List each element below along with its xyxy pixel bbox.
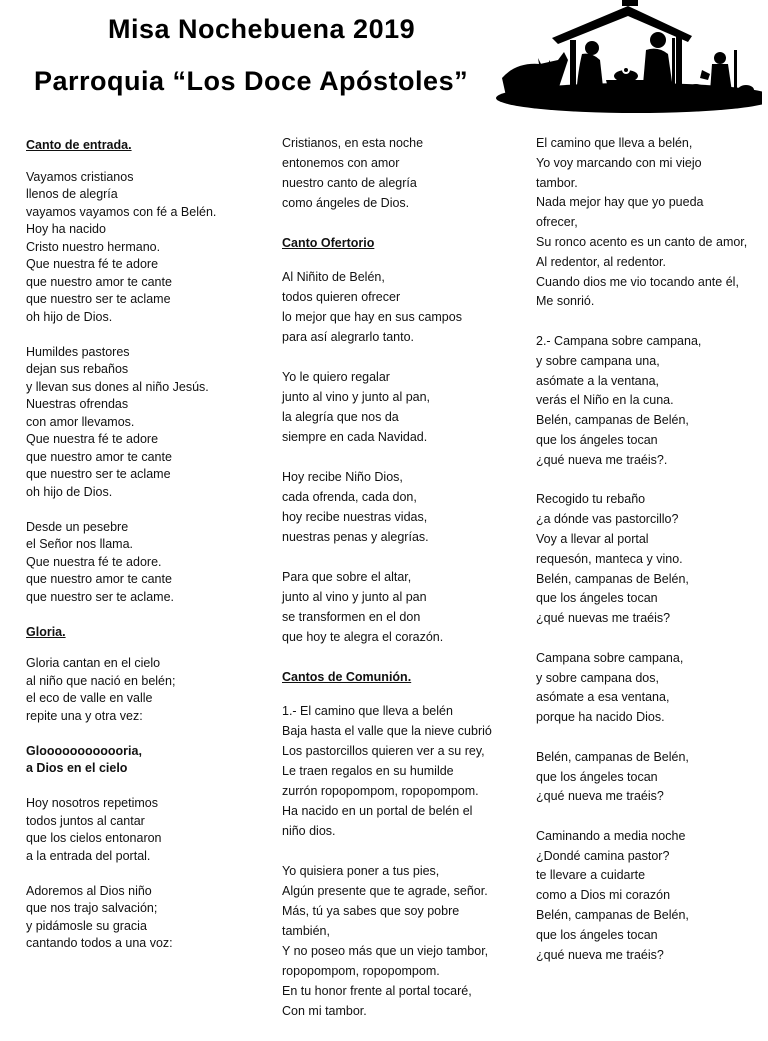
- lyric-line: ofrecer,: [536, 215, 578, 230]
- lyric-line: repite una y otra vez:: [26, 708, 143, 723]
- stanza: [282, 567, 518, 647]
- lyric-line: a Dios en el cielo: [26, 761, 128, 775]
- stanza: [536, 827, 766, 966]
- lyric-line: oh hijo de Dios.: [26, 309, 113, 324]
- lyric-line: Belén, campanas de Belén,: [536, 571, 689, 586]
- lyric-line: Adoremos al Dios niño: [26, 883, 152, 898]
- lyric-line: dejan sus rebaños: [26, 362, 129, 376]
- stanza: [26, 344, 262, 502]
- lyric-line: todos quieren ofrecer: [282, 290, 401, 304]
- lyric-line: Yo quisiera poner a tus pies,: [282, 864, 440, 878]
- lyric-line: Recogido tu rebaño: [536, 492, 646, 507]
- lyric-line: Su ronco acento es un canto de amor,: [536, 234, 748, 249]
- stanza: [536, 134, 766, 312]
- stanza: [26, 519, 262, 607]
- lyric-line: que los cielos entonaron: [26, 831, 162, 845]
- lyric-line: se transformen en el don: [282, 610, 421, 624]
- lyric-line: Le traen regalos en su humilde: [282, 764, 454, 778]
- lyric-line: que los ángeles tocan: [536, 769, 658, 784]
- lyric-line: te llevare a cuidarte: [536, 868, 646, 883]
- lyric-line: Baja hasta el valle que la nieve cubrió: [282, 724, 492, 738]
- lyric-line: Vayamos cristianos: [26, 169, 134, 184]
- lyric-line: con amor llevamos.: [26, 414, 135, 429]
- lyric-line: Al redentor, al redentor.: [536, 254, 666, 269]
- stanza: [282, 701, 518, 841]
- lyric-line: al niño que nació en belén;: [26, 673, 176, 688]
- nativity-scene-icon: [496, 0, 762, 118]
- lyric-line: Voy a llevar al portal: [536, 531, 649, 546]
- lyric-line: Los pastorcillos quieren ver a su rey,: [282, 744, 485, 758]
- lyric-line: hoy recibe nuestras vidas,: [282, 510, 428, 524]
- lyric-line: Cristo nuestro hermano.: [26, 239, 161, 254]
- lyric-line: zurrón ropopompom, ropopompom.: [282, 784, 479, 798]
- lyric-line: y sobre campana dos,: [536, 670, 659, 685]
- section-heading: Canto de entrada.: [26, 138, 132, 152]
- parish-subtitle: Parroquia “Los Doce Apóstoles”: [34, 66, 469, 96]
- lyric-line: ¿qué nueva me traéis?.: [536, 452, 668, 467]
- lyric-line: y sobre campana una,: [536, 353, 660, 368]
- lyric-line: todos juntos al cantar: [26, 813, 145, 828]
- lyric-line: la alegría que nos da: [282, 410, 399, 424]
- lyric-line: ¿qué nueva me traéis?: [536, 789, 664, 804]
- lyric-line: Hoy recibe Niño Dios,: [282, 470, 403, 484]
- lyric-line: que nuestro amor te cante: [26, 572, 172, 586]
- column-left: [26, 137, 262, 970]
- lyric-line: Algún presente que te agrade, señor.: [282, 884, 488, 898]
- lyric-line: asómate a la ventana,: [536, 373, 659, 388]
- lyric-line: nuestras penas y alegrías.: [282, 530, 429, 544]
- lyric-line: el eco de valle en valle: [26, 691, 153, 705]
- lyric-line: para así alegrarlo tanto.: [282, 330, 415, 344]
- stanza: [26, 795, 262, 865]
- lyric-line: Nada mejor hay que yo pueda: [536, 195, 704, 210]
- lyric-line: Humildes pastores: [26, 344, 130, 359]
- lyric-line: Para que sobre el altar,: [282, 570, 412, 584]
- lyric-line: que nuestro ser te aclame.: [26, 589, 174, 604]
- lyric-line: cantando todos a una voz:: [26, 936, 173, 950]
- lyric-line: junto al vino y junto al pan: [282, 590, 427, 604]
- lyric-line: Gloria cantan en el cielo: [26, 656, 161, 670]
- stanza: [26, 169, 262, 327]
- lyric-line: oh hijo de Dios.: [26, 484, 113, 499]
- lyric-line: el Señor nos llama.: [26, 537, 134, 551]
- stanza: [282, 133, 518, 213]
- lyric-line: porque ha nacido Dios.: [536, 710, 665, 725]
- lyric-line: que hoy te alegra el corazón.: [282, 630, 444, 644]
- lyric-line: Yo voy marcando con mi viejo: [536, 155, 702, 170]
- lyric-line: 2.- Campana sobre campana,: [536, 333, 702, 348]
- section-heading: Canto Ofertorio: [282, 236, 375, 250]
- page-title: Misa Nochebuena 2019: [108, 14, 416, 44]
- lyric-line: y pidámosle su gracia: [26, 918, 147, 933]
- lyric-line: nuestro canto de alegría: [282, 176, 417, 190]
- lyric-line: verás el Niño en la cuna.: [536, 393, 674, 408]
- lyric-line: cada ofrenda, cada don,: [282, 490, 417, 504]
- lyric-line: En tu honor frente al portal tocaré,: [282, 984, 472, 998]
- section-heading: Gloria.: [26, 624, 66, 639]
- lyric-line: niño dios.: [282, 824, 336, 838]
- lyric-line: Cuando dios me vio tocando ante él,: [536, 274, 739, 289]
- lyric-line: que los ángeles tocan: [536, 591, 658, 606]
- stanza: [536, 490, 766, 629]
- lyric-line: El camino que lleva a belén,: [536, 136, 693, 150]
- lyric-line: asómate a esa ventana,: [536, 690, 670, 705]
- lyric-line: Desde un pesebre: [26, 519, 129, 534]
- lyric-line: como ángeles de Dios.: [282, 196, 410, 210]
- lyric-line: Y no poseo más que un viejo tambor,: [282, 944, 489, 958]
- lyric-line: Con mi tambor.: [282, 1004, 367, 1018]
- lyric-line: Al Niñito de Belén,: [282, 270, 385, 284]
- stanza: [282, 267, 518, 347]
- lyric-line: también,: [282, 924, 330, 938]
- lyric-line: ¿qué nuevas me traéis?: [536, 611, 671, 626]
- lyric-line: ¿Dondé camina pastor?: [536, 848, 670, 863]
- lyric-line: Campana sobre campana,: [536, 650, 684, 665]
- column-middle: [282, 133, 518, 1041]
- lyric-line: que nos trajo salvación;: [26, 901, 158, 915]
- stanza: [26, 883, 262, 953]
- lyric-line: ¿qué nueva me traéis?: [536, 947, 664, 962]
- lyric-line: que nuestro amor te cante: [26, 274, 172, 289]
- lyric-line: siempre en cada Navidad.: [282, 430, 428, 444]
- lyric-line: Nuestras ofrendas: [26, 397, 129, 411]
- lyric-line: que nuestro ser te aclame: [26, 292, 171, 306]
- lyric-line: a la entrada del portal.: [26, 848, 151, 863]
- stanza: [282, 467, 518, 547]
- lyric-line: Caminando a media noche: [536, 828, 686, 843]
- lyric-line: Ha nacido en un portal de belén el: [282, 804, 473, 818]
- lyric-line: Hoy ha nacido: [26, 222, 106, 236]
- lyric-line: Más, tú ya sabes que soy pobre: [282, 904, 460, 918]
- lyric-line: vayamos vayamos con fé a Belén.: [26, 204, 217, 219]
- stanza: [536, 649, 766, 728]
- lyric-line: Que nuestra fé te adore: [26, 257, 159, 271]
- lyric-line: llenos de alegría: [26, 187, 118, 201]
- lyric-line: Yo le quiero regalar: [282, 370, 390, 384]
- lyric-line: 1.- El camino que lleva a belén: [282, 704, 453, 718]
- lyric-line: Belén, campanas de Belén,: [536, 908, 689, 923]
- lyric-line: ropopompom, ropopompom.: [282, 964, 440, 978]
- lyric-line: entonemos con amor: [282, 156, 400, 170]
- lyric-line: que los ángeles tocan: [536, 432, 658, 447]
- lyric-line: que nuestro ser te aclame: [26, 467, 171, 481]
- column-right: [536, 134, 766, 985]
- lyric-line: Belén, campanas de Belén,: [536, 749, 689, 764]
- stanza: [282, 861, 518, 1021]
- stanza: [282, 367, 518, 447]
- lyric-line: Me sonrió.: [536, 294, 595, 309]
- lyric-line: que nuestro amor te cante: [26, 449, 172, 464]
- lyric-line: junto al vino y junto al pan,: [282, 390, 431, 404]
- lyric-line: lo mejor que hay en sus campos: [282, 310, 462, 324]
- lyric-line: Hoy nosotros repetimos: [26, 796, 159, 810]
- stanza: [26, 655, 262, 725]
- lyric-line: Que nuestra fé te adore.: [26, 554, 162, 569]
- lyric-line: Que nuestra fé te adore: [26, 432, 159, 446]
- lyric-line: tambor.: [536, 175, 578, 190]
- lyric-line: ¿a dónde vas pastorcillo?: [536, 512, 679, 527]
- stanza: [536, 332, 766, 471]
- lyric-line: Cristianos, en esta noche: [282, 136, 424, 150]
- lyric-line: Gloooooooooooria,: [26, 743, 142, 758]
- lyric-line: y llevan sus dones al niño Jesús.: [26, 379, 209, 394]
- lyric-line: Belén, campanas de Belén,: [536, 413, 689, 428]
- lyric-line: como a Dios mi corazón: [536, 888, 671, 903]
- lyric-line: que los ángeles tocan: [536, 927, 658, 942]
- stanza: [536, 748, 766, 807]
- stanza: [26, 743, 262, 778]
- section-heading: Cantos de Comunión.: [282, 670, 412, 684]
- lyric-line: requesón, manteca y vino.: [536, 551, 683, 566]
